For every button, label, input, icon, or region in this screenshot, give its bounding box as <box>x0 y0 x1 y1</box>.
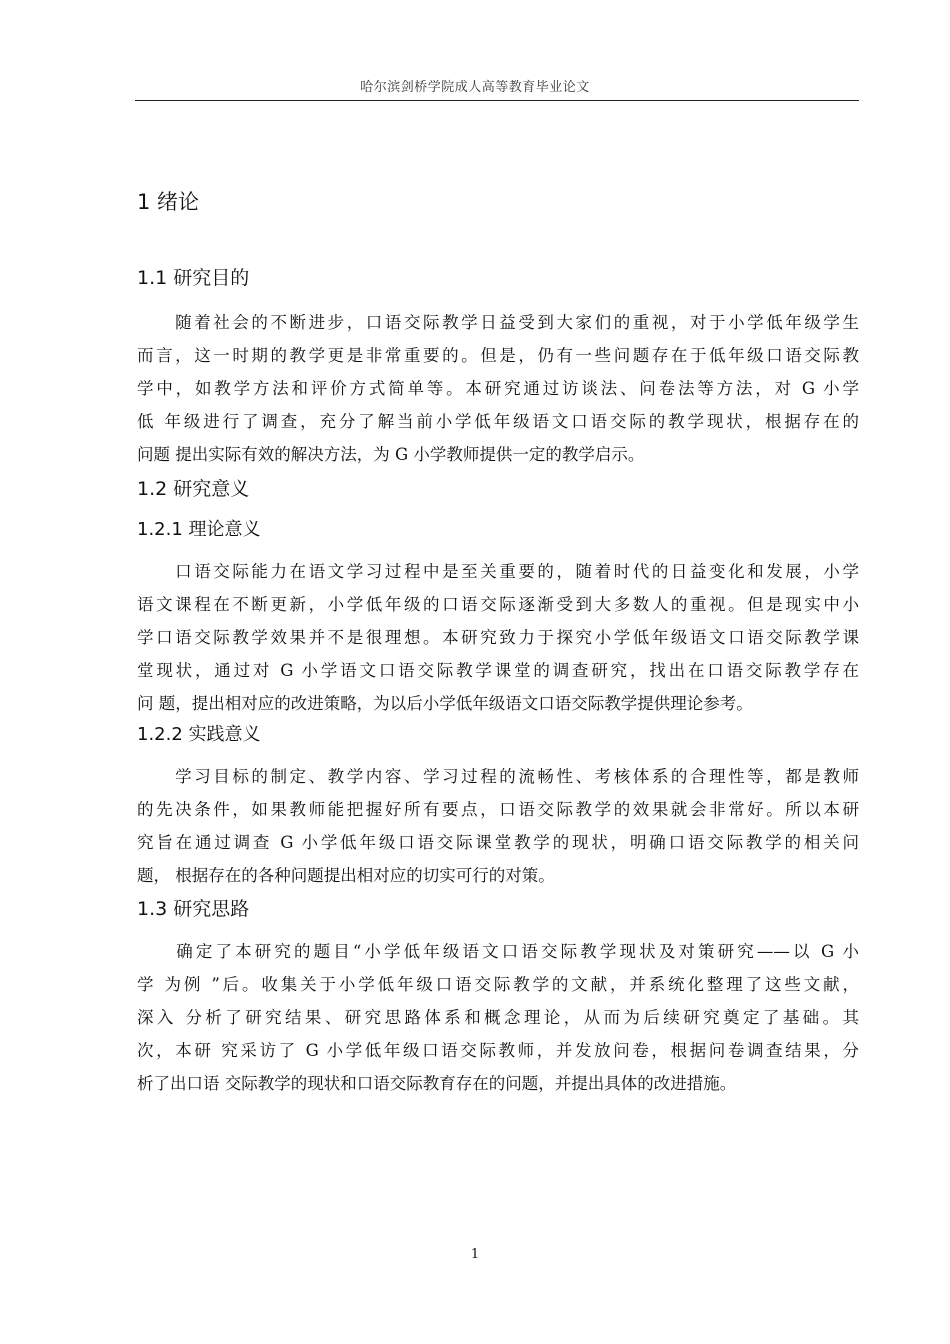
paragraph-line: 问题 提出实际有效的解决方法，为 G 小学教师提供一定的教学启示。 <box>137 445 645 464</box>
paragraph-line: 低 年级进行了调查，充分了解当前小学低年级语文口语交际的教学现状，根据存在的 <box>137 412 859 431</box>
section-1-3-paragraph <box>137 935 859 1100</box>
section-1-2-title: 1.2 研究意义 <box>137 478 250 500</box>
section-1-2-1-title: 1.2.1 理论意义 <box>137 519 261 540</box>
paragraph-line: 堂现状，通过对 G 小学语文口语交际教学课堂的调查研究，找出在口语交际教学存在 <box>137 661 859 680</box>
paragraph-line: 学习目标的制定、教学内容、学习过程的流畅性、考核体系的合理性等，都是教师 <box>137 767 859 786</box>
section-1-1-title: 1.1 研究目的 <box>137 267 250 289</box>
paragraph-line: 深入 分析了研究结果、研究思路体系和概念理论，从而为后续研究奠定了基础。其 <box>137 1008 859 1027</box>
paragraph-line: 学口语交际教学效果并不是很理想。本研究致力于探究小学低年级语文口语交际教学课 <box>137 628 859 647</box>
paragraph-line: 的先决条件，如果教师能把握好所有要点，口语交际教学的效果就会非常好。所以本研 <box>137 800 859 819</box>
paragraph-line: 学 为例 ”后。收集关于小学低年级口语交际教学的文献，并系统化整理了这些文献， <box>137 975 859 994</box>
section-1-2-2-title: 1.2.2 实践意义 <box>137 724 261 745</box>
paragraph-line: 学中，如教学方法和评价方式简单等。本研究通过访谈法、问卷法等方法，对 G 小学 <box>137 379 859 398</box>
paragraph-line: 次，本研 究采访了 G 小学低年级口语交际教师，并发放问卷，根据问卷调查结果，分 <box>137 1041 859 1060</box>
chapter-title: 1 绪论 <box>137 190 200 214</box>
section-1-2-1-paragraph <box>137 555 859 720</box>
header-rule <box>135 100 859 101</box>
page-number: 1 <box>470 1247 480 1262</box>
paragraph-line: 问 题，提出相对应的改进策略，为以后小学低年级语文口语交际教学提供理论参考。 <box>137 694 753 713</box>
paragraph-line: 究旨在通过调查 G 小学低年级口语交际课堂教学的现状，明确口语交际教学的相关问 <box>137 833 859 852</box>
paragraph-line: 题， 根据存在的各种问题提出相对应的切实可行的对策。 <box>137 866 555 885</box>
section-1-2-2-paragraph <box>137 760 859 892</box>
section-1-3-title: 1.3 研究思路 <box>137 898 250 920</box>
paragraph-line: 析了出口语 交际教学的现状和口语交际教育存在的问题，并提出具体的改进措施。 <box>137 1074 737 1093</box>
paragraph-line: 口语交际能力在语文学习过程中是至关重要的，随着时代的日益变化和发展，小学 <box>137 562 859 581</box>
running-header: 哈尔滨剑桥学院成人高等教育毕业论文 <box>360 80 590 95</box>
paragraph-line: 语文课程在不断更新，小学低年级的口语交际逐渐受到大多数人的重视。但是现实中小 <box>137 595 859 614</box>
paragraph-line: 随着社会的不断进步，口语交际教学日益受到大家们的重视，对于小学低年级学生 <box>137 313 859 332</box>
paragraph-line: 确定了本研究的题目“小学低年级语文口语交际教学现状及对策研究——以 G 小 <box>137 942 859 961</box>
section-1-1-paragraph <box>137 306 859 471</box>
paragraph-line: 而言，这一时期的教学更是非常重要的。但是，仍有一些问题存在于低年级口语交际教 <box>137 346 859 365</box>
